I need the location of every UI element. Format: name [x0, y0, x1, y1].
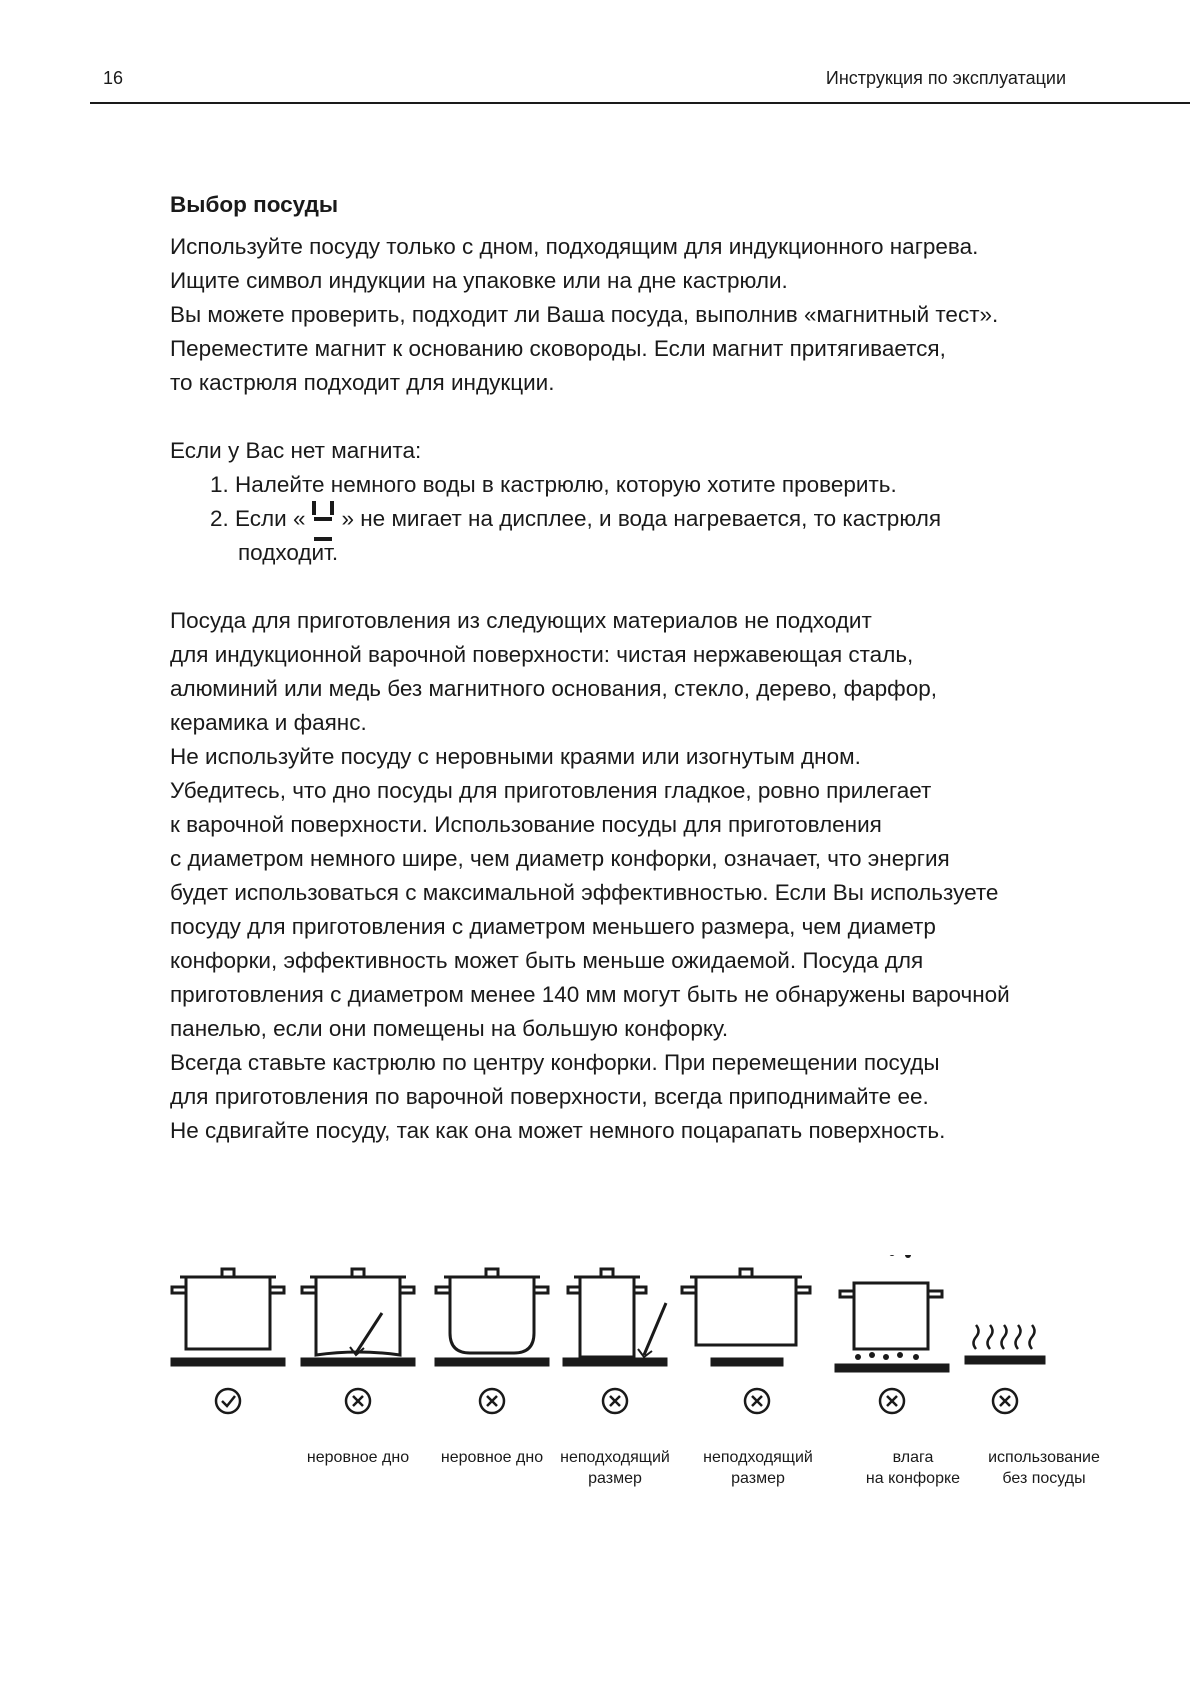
body-line: будет использоваться с максимальной эффективностью. Если Вы используете	[170, 880, 999, 905]
bad-cross-icon	[603, 1389, 627, 1413]
caption-line: размер	[588, 1470, 642, 1487]
bad-cross-icon	[993, 1389, 1017, 1413]
main-content	[170, 188, 1110, 1148]
body-line: для приготовления по варочной поверхности, всегда приподнимайте ее.	[170, 1084, 929, 1109]
caption-line: на конфорке	[865, 1470, 961, 1487]
figure-caption	[422, 1447, 562, 1468]
caption-line: без посуды	[1002, 1470, 1086, 1487]
body-line: Убедитесь, что дно посуды для приготовления гладкое, ровно прилегает	[170, 778, 932, 803]
figure-caption	[288, 1447, 428, 1468]
body-line: Не сдвигайте посуду, так как она может немного поцарапать поверхность.	[170, 1118, 946, 1143]
small-pot-icon	[564, 1269, 666, 1365]
caption-line: неподходящий	[703, 1449, 813, 1466]
intro-line: Используйте посуду только с дном, подходящим для индукционного нагрева.	[170, 234, 979, 259]
figure-caption	[843, 1447, 983, 1489]
intro-line: Вы можете проверить, подходит ли Ваша посуда, выполнив «магнитный тест».	[170, 302, 999, 327]
page-number: 16	[103, 68, 124, 88]
step-2-text-end: » не мигает на дисплее, и вода нагревается, то кастрюля	[341, 506, 942, 531]
body-line: Посуда для приготовления из следующих материалов не подходит	[170, 608, 872, 633]
section-heading: Выбор посуды	[170, 192, 339, 217]
warped-bottom-pot-icon	[302, 1269, 414, 1365]
bad-cross-icon	[480, 1389, 504, 1413]
running-title: Инструкция по эксплуатации	[825, 68, 1066, 88]
body-line: для индукционной варочной поверхности: чистая нержавеющая сталь,	[170, 642, 914, 667]
pan-missing-display-icon	[305, 497, 341, 543]
large-pot-icon	[682, 1269, 810, 1365]
caption-line: влага	[892, 1449, 934, 1466]
test-steps	[170, 468, 1110, 570]
wet-zone-pot-icon	[836, 1255, 948, 1371]
body-line: керамика и фаянс.	[170, 710, 367, 735]
step-1-text: 1. Налейте немного воды в кастрюлю, которую хотите проверить.	[210, 472, 897, 497]
cookware-figures	[160, 1255, 1120, 1445]
figure-caption	[545, 1447, 685, 1489]
correct-pot-icon	[172, 1269, 284, 1365]
body-line: посуду для приготовления с диаметром меньшего размера, чем диаметр	[170, 914, 936, 939]
step-item	[170, 502, 1110, 570]
intro-line: то кастрюля подходит для индукции.	[170, 370, 555, 395]
caption-line: неровное дно	[306, 1449, 410, 1466]
figure-caption	[974, 1447, 1114, 1489]
intro-line: Переместите магнит к основанию сковороды. Если магнит притягивается,	[170, 336, 946, 361]
body-line: Не используйте посуду с неровными краями или изогнутым дном.	[170, 744, 861, 769]
caption-line: неподходящий	[560, 1449, 670, 1466]
intro-line: Ищите символ индукции на упаковке или на дне кастрюли.	[170, 268, 788, 293]
caption-line: размер	[731, 1470, 785, 1487]
body-line: к варочной поверхности. Использование посуды для приготовления	[170, 812, 882, 837]
body-line: приготовления с диаметром менее 140 мм могут быть не обнаружены варочной	[170, 982, 1010, 1007]
body-line: алюминий или медь без магнитного основания, стекло, дерево, фарфор,	[170, 676, 937, 701]
bad-cross-icon	[346, 1389, 370, 1413]
ok-check-icon	[216, 1389, 240, 1413]
empty-zone-icon	[966, 1325, 1044, 1363]
body-line: конфорки, эффективность может быть меньше ожидаемой. Посуда для	[170, 948, 924, 973]
rounded-bottom-pot-icon	[436, 1269, 548, 1365]
body-line: панелью, если они помещены на большую конфорку.	[170, 1016, 729, 1041]
header-rule	[90, 102, 1190, 104]
step-2-continuation: подходит.	[238, 540, 339, 565]
bad-cross-icon	[880, 1389, 904, 1413]
step-2-text-start: 2. Если «	[210, 506, 306, 531]
bad-cross-icon	[745, 1389, 769, 1413]
caption-line: использование	[988, 1449, 1100, 1466]
no-magnet-intro: Если у Вас нет магнита:	[170, 438, 422, 463]
caption-line: неровное дно	[440, 1449, 544, 1466]
figure-caption	[688, 1447, 828, 1489]
body-line: с диаметром немного шире, чем диаметр конфорки, означает, что энергия	[170, 846, 950, 871]
body-line: Всегда ставьте кастрюлю по центру конфорки. При перемещении посуды	[170, 1050, 940, 1075]
